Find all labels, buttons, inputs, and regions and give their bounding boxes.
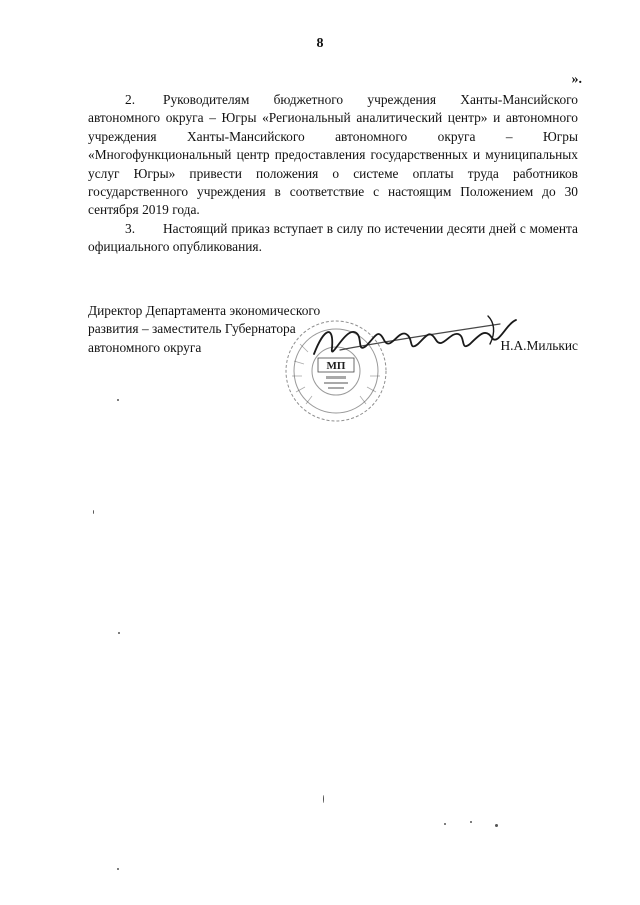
document-body (88, 91, 578, 257)
scan-speck (117, 399, 119, 401)
position-line: развития – заместитель Губернатора (88, 321, 296, 337)
scan-speck (470, 821, 472, 823)
page-number: 8 (316, 36, 324, 51)
paragraph-item-2 (88, 91, 578, 220)
position-line: автономного округа (88, 339, 202, 355)
scan-speck (118, 632, 120, 634)
item-text: Настоящий приказ вступает в силу по истечении десяти дней с момента официального опубликования. (88, 220, 578, 255)
item-number: 3. (125, 220, 136, 236)
scan-speck (93, 510, 94, 514)
position-line: Директор Департамента экономического (88, 303, 321, 318)
item-number: 2. (125, 92, 136, 107)
signer-name: Н.А.Милькис (500, 338, 578, 353)
scan-speck (323, 795, 324, 803)
scan-speck (495, 824, 498, 827)
item-text: Руководителям бюджетного учреждения Ханты-Мансийского автономного округа – Югры «Региональный аналитический центр» и автономного учреждения Ханты-Мансийского автономного округа – Югры «Многофункциональный центр предоставления государственных и муниципальных услуг Югры» привести положения о системе оплаты труда работников государственного учреждения в соответствие с настоящим Положением до 30 сентября 2019 года. (88, 92, 578, 218)
stamp-label: МП (326, 360, 346, 372)
scan-speck (117, 868, 119, 870)
paragraph-item-3 (88, 220, 578, 257)
scan-speck (444, 823, 446, 825)
handwritten-signature (310, 310, 520, 370)
closing-quote: ». (571, 72, 582, 87)
